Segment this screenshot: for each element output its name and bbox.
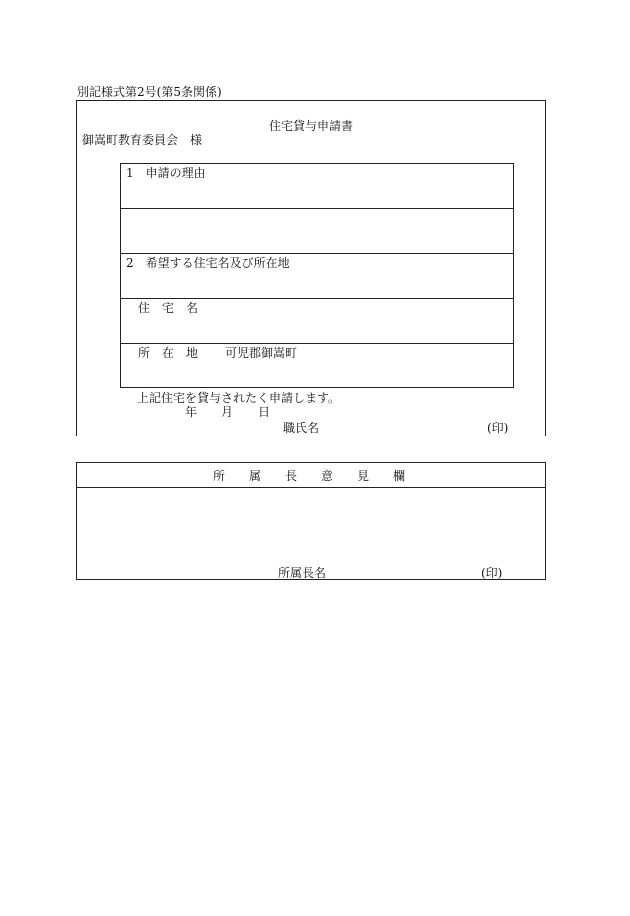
- date-month: 月: [221, 405, 234, 419]
- reason-field[interactable]: [122, 182, 512, 206]
- applicant-label: 職氏名: [283, 421, 320, 435]
- form-number: 別記様式第2号(第5条関係): [77, 85, 222, 99]
- opinion-top-border: [76, 462, 546, 463]
- table-divider: [120, 343, 514, 344]
- applicant-seal: (印): [487, 421, 509, 435]
- form-title: 住宅貸与申請書: [269, 119, 354, 133]
- section1-label: 1 申請の理由: [126, 166, 206, 180]
- supervisor-seal: (印): [481, 566, 503, 580]
- table-divider: [120, 253, 514, 254]
- house-name-label: 住 宅 名: [138, 301, 199, 315]
- table-divider: [120, 208, 514, 209]
- frame-gap-left: [75, 436, 78, 462]
- location-label: 所 在 地: [138, 346, 199, 360]
- section2-label: 2 希望する住宅名及び所在地: [126, 256, 290, 270]
- opinion-header-divider: [76, 487, 546, 488]
- date-day: 日: [258, 405, 271, 419]
- statement: 上記住宅を貸与されたく申請します。: [137, 391, 341, 405]
- house-name-field[interactable]: [210, 300, 510, 340]
- date-year: 年: [185, 405, 198, 419]
- frame-gap-right: [544, 436, 547, 462]
- table-divider: [120, 298, 514, 299]
- location-value: 可児郡御嵩町: [225, 346, 298, 360]
- opinion-field[interactable]: [80, 492, 542, 562]
- supervisor-label: 所属長名: [278, 566, 327, 580]
- opinion-section-title: 所 属 長 意 見 欄: [213, 469, 406, 483]
- addressee: 御嵩町教育委員会 様: [82, 133, 203, 147]
